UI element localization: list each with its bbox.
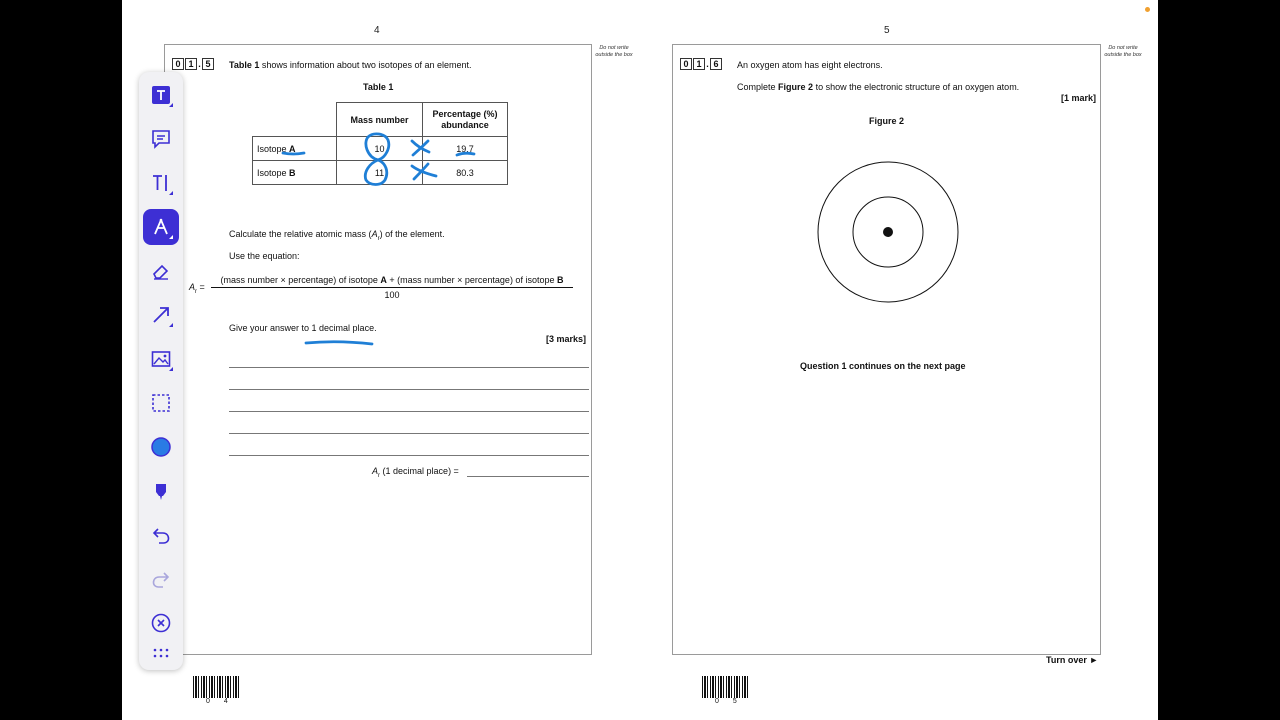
atom-diagram[interactable]	[816, 160, 960, 304]
margin-note: Do not write outside the box	[1104, 45, 1142, 58]
pct-cell: 19.7	[423, 137, 508, 161]
answer-line[interactable]	[229, 455, 589, 456]
use-equation: Use the equation:	[229, 251, 300, 261]
answer-blank[interactable]	[467, 476, 589, 477]
continues-note: Question 1 continues on the next page	[800, 361, 966, 371]
redo-icon	[150, 568, 172, 590]
left-page[interactable]	[164, 44, 592, 655]
qnum-digit: 0	[680, 58, 692, 70]
table-row	[253, 161, 508, 185]
more-icon	[150, 642, 172, 664]
arrow-tool[interactable]	[143, 297, 179, 333]
page-number: 4	[374, 25, 380, 36]
mass-cell: 11	[337, 161, 423, 185]
table-row	[253, 137, 508, 161]
marks: [1 mark]	[1061, 93, 1097, 103]
mass-cell: 10	[337, 137, 423, 161]
margin-note: Do not write outside the box	[595, 45, 633, 58]
document-canvas[interactable]	[122, 0, 1158, 720]
annotation-toolbar	[139, 72, 183, 670]
barcode-number: 0 5	[715, 698, 743, 705]
scroll-indicator	[1145, 7, 1150, 12]
turn-over: Turn over ►	[1046, 655, 1099, 665]
question-number	[172, 58, 214, 70]
table-header: Percentage (%) abundance	[423, 103, 508, 137]
redo-button[interactable]	[143, 561, 179, 597]
pct-cell: 80.3	[423, 161, 508, 185]
pen-tool[interactable]	[143, 209, 179, 245]
answer-label: $A_r$ (1 decimal place) =	[372, 466, 459, 479]
close-button[interactable]	[143, 605, 179, 641]
calc-instruction: Calculate the relative atomic mass $(A_r)$ of the element.	[229, 229, 445, 242]
qnum-digit: 6	[710, 58, 722, 70]
comment-tool-icon	[150, 128, 172, 150]
comment-tool[interactable]	[143, 121, 179, 157]
right-page[interactable]	[672, 44, 1101, 655]
selection-tool[interactable]	[143, 385, 179, 421]
undo-icon	[150, 524, 172, 546]
barcode	[702, 676, 748, 698]
close-icon	[150, 612, 172, 634]
highlighter-tool[interactable]	[143, 473, 179, 509]
text-cursor-tool[interactable]	[143, 165, 179, 201]
equation-denominator: 100	[384, 290, 400, 300]
answer-line[interactable]	[229, 411, 589, 412]
row-label: Isotope A	[253, 137, 337, 161]
barcode-number: 0 4	[206, 698, 234, 705]
question-intro	[229, 60, 472, 70]
table-title: Table 1	[363, 82, 394, 92]
highlighter-tool-icon	[150, 480, 172, 502]
image-tool[interactable]	[143, 341, 179, 377]
text-box-tool[interactable]	[143, 77, 179, 113]
question-intro: An oxygen atom has eight electrons.	[737, 60, 883, 70]
page-number: 5	[884, 25, 890, 36]
eraser-tool[interactable]	[143, 253, 179, 289]
undo-button[interactable]	[143, 517, 179, 553]
qnum-dot: .	[706, 59, 709, 69]
answer-line[interactable]	[229, 367, 589, 368]
answer-line[interactable]	[229, 389, 589, 390]
more-button[interactable]	[143, 638, 179, 668]
qnum-digit: 0	[172, 58, 184, 70]
equation-lhs: $A_r$ =	[189, 282, 205, 295]
color-picker[interactable]	[143, 429, 179, 465]
table-corner	[253, 103, 337, 137]
color-picker-icon	[150, 436, 172, 458]
qnum-dot: .	[198, 59, 201, 69]
intro-text: shows information about two isotopes of an element.	[261, 60, 472, 70]
nucleus	[883, 227, 893, 237]
eraser-tool-icon	[150, 260, 172, 282]
qnum-digit: 1	[185, 58, 197, 70]
isotope-table	[252, 102, 508, 185]
question-number	[680, 58, 722, 70]
qnum-digit: 5	[202, 58, 214, 70]
row-label: Isotope B	[253, 161, 337, 185]
figure-title: Figure 2	[869, 116, 905, 126]
equation-numerator: (mass number × percentage) of isotope A + (mass number × percentage) of isotope B	[211, 275, 573, 288]
selection-tool-icon	[150, 392, 172, 414]
qnum-digit: 1	[693, 58, 705, 70]
answer-line[interactable]	[229, 433, 589, 434]
marks: [3 marks]	[546, 334, 587, 344]
complete-instruction: Complete Figure 2 to show the electronic structure of an oxygen atom.	[737, 82, 1020, 92]
intro-bold: Table 1	[229, 60, 260, 70]
table-header: Mass number	[337, 103, 423, 137]
give-answer: Give your answer to 1 decimal place.	[229, 323, 377, 333]
equation-fraction	[211, 275, 573, 300]
barcode	[193, 676, 239, 698]
